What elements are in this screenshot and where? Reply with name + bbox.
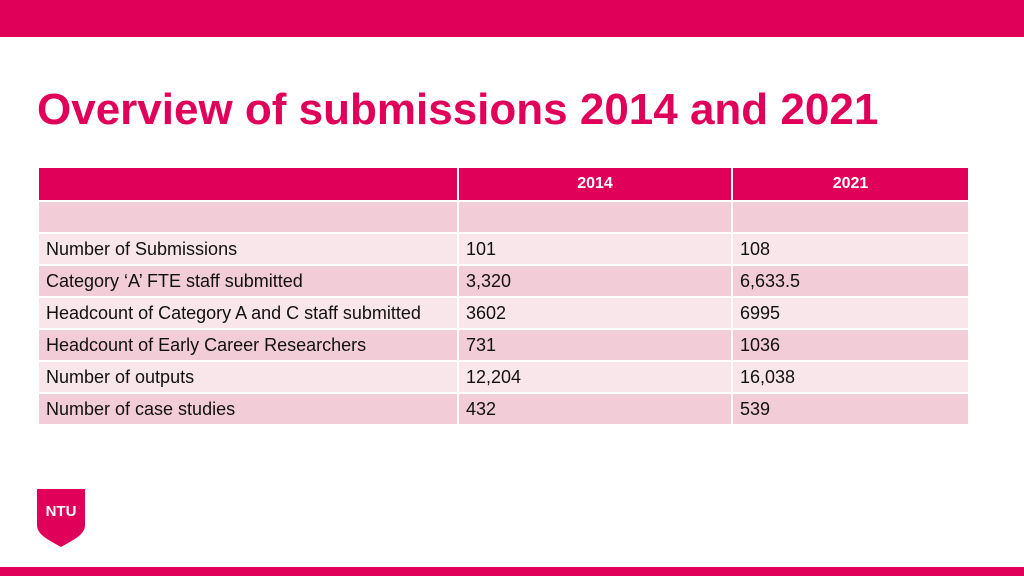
table-row (38, 201, 969, 233)
table-cell-2014 (458, 201, 732, 233)
table-cell-2014: 12,204 (458, 361, 732, 393)
table-cell-label: Number of Submissions (38, 233, 458, 265)
table-cell-2021: 6,633.5 (732, 265, 969, 297)
bottom-accent-bar (0, 567, 1024, 576)
ntu-logo (37, 489, 85, 547)
table-cell-2014: 3,320 (458, 265, 732, 297)
table-cell-label: Category ‘A’ FTE staff submitted (38, 265, 458, 297)
table-cell-2021: 108 (732, 233, 969, 265)
header-cell-label (38, 167, 458, 201)
table-cell-label (38, 201, 458, 233)
table-cell-2021: 16,038 (732, 361, 969, 393)
table-cell-2021: 1036 (732, 329, 969, 361)
table-cell-2014: 3602 (458, 297, 732, 329)
slide-title: Overview of submissions 2014 and 2021 (37, 85, 879, 134)
table-row (38, 265, 969, 297)
table-cell-label: Headcount of Category A and C staff submitted (38, 297, 458, 329)
table-row (38, 233, 969, 265)
table-cell-label: Number of outputs (38, 361, 458, 393)
table-row (38, 329, 969, 361)
table-header-row (38, 167, 969, 201)
table-cell-2021 (732, 201, 969, 233)
table-cell-2014: 432 (458, 393, 732, 425)
header-cell-2014: 2014 (458, 167, 732, 201)
top-accent-bar (0, 0, 1024, 37)
table-row (38, 393, 969, 425)
table-cell-2021: 539 (732, 393, 969, 425)
table-cell-label: Number of case studies (38, 393, 458, 425)
table-row (38, 297, 969, 329)
table-cell-2021: 6995 (732, 297, 969, 329)
header-cell-2021: 2021 (732, 167, 969, 201)
table-cell-2014: 731 (458, 329, 732, 361)
table-row (38, 361, 969, 393)
submissions-table (37, 166, 970, 426)
table-cell-label: Headcount of Early Career Researchers (38, 329, 458, 361)
logo-text: NTU (45, 503, 77, 520)
table-cell-2014: 101 (458, 233, 732, 265)
